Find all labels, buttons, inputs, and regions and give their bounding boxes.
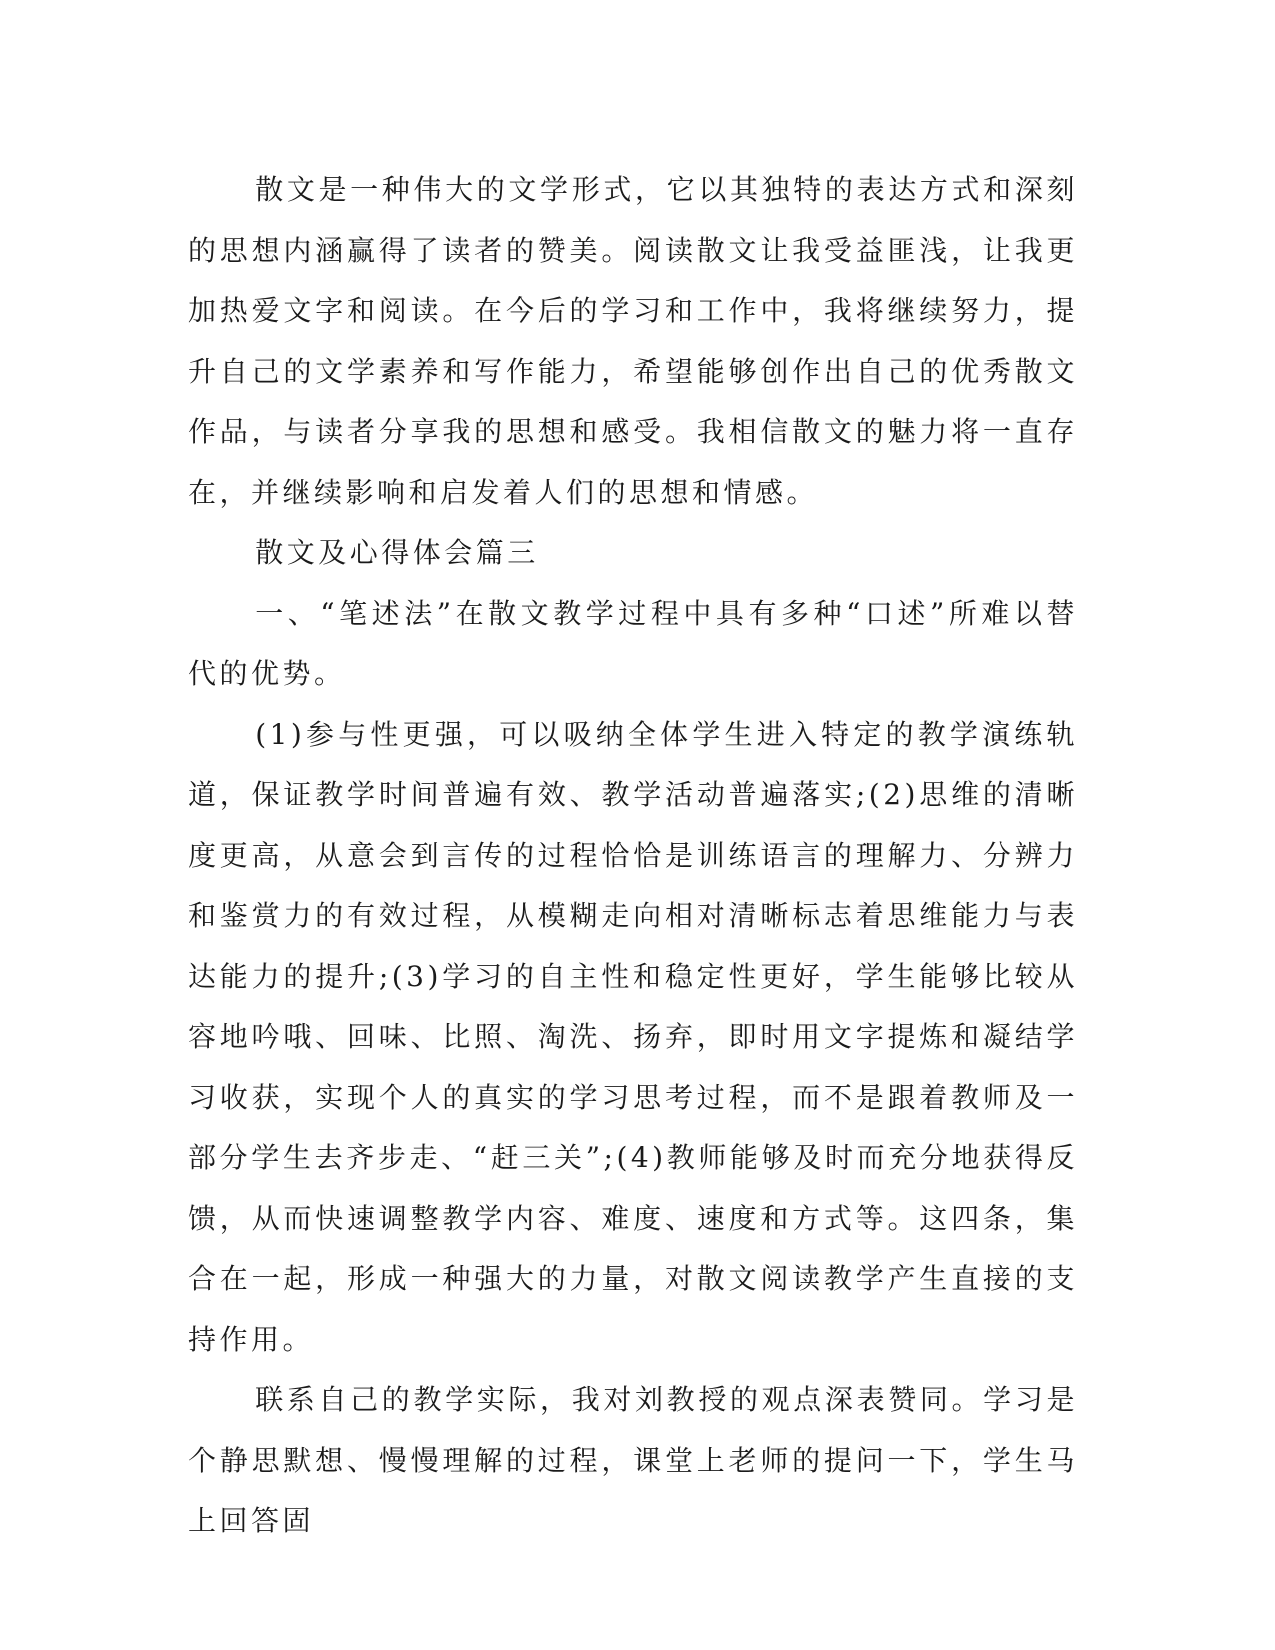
paragraph-point-one: 一、“笔述法”在散文教学过程中具有多种“口述”所难以替代的优势。	[188, 596, 1078, 690]
section-heading: 散文及心得体会篇三	[255, 536, 539, 569]
paragraph-teaching-reflection: 联系自己的教学实际，我对刘教授的观点深表赞同。学习是个静思默想、慢慢理解的过程，课堂上老师的提问一下，学生马上回答固	[188, 1383, 1078, 1537]
document-body	[188, 160, 1078, 1552]
paragraph-essay-conclusion: 散文是一种伟大的文学形式，它以其独特的表达方式和深刻的思想内涵赢得了读者的赞美。阅读散文让我受益匪浅，让我更加热爱文字和阅读。在今后的学习和工作中，我将继续努力，提升自己的文学素养和写作能力，希望能够创作出自己的优秀散文作品，与读者分享我的思想和感受。我相信散文的魅力将一直存在，并继续影响和启发着人们的思想和情感。	[188, 173, 1078, 509]
paragraph-four-advantages: (1)参与性更强，可以吸纳全体学生进入特定的教学演练轨道，保证教学时间普遍有效、教学活动普遍落实;(2)思维的清晰度更高，从意会到言传的过程恰恰是训练语言的理解力、分辨力和鉴赏力的有效过程，从模糊走向相对清晰标志着思维能力与表达能力的提升;(3)学习的自主性和稳定性更好，学生能够比较从容地吟哦、回味、比照、淘洗、扬弃，即时用文字提炼和凝结学习收获，实现个人的真实的学习思考过程，而不是跟着教师及一部分学生去齐步走、“赶三关”;(4)教师能够及时而充分地获得反馈，从而快速调整教学内容、难度、速度和方式等。这四条，集合在一起，形成一种强大的力量，对散文阅读教学产生直接的支持作用。	[188, 717, 1078, 1356]
